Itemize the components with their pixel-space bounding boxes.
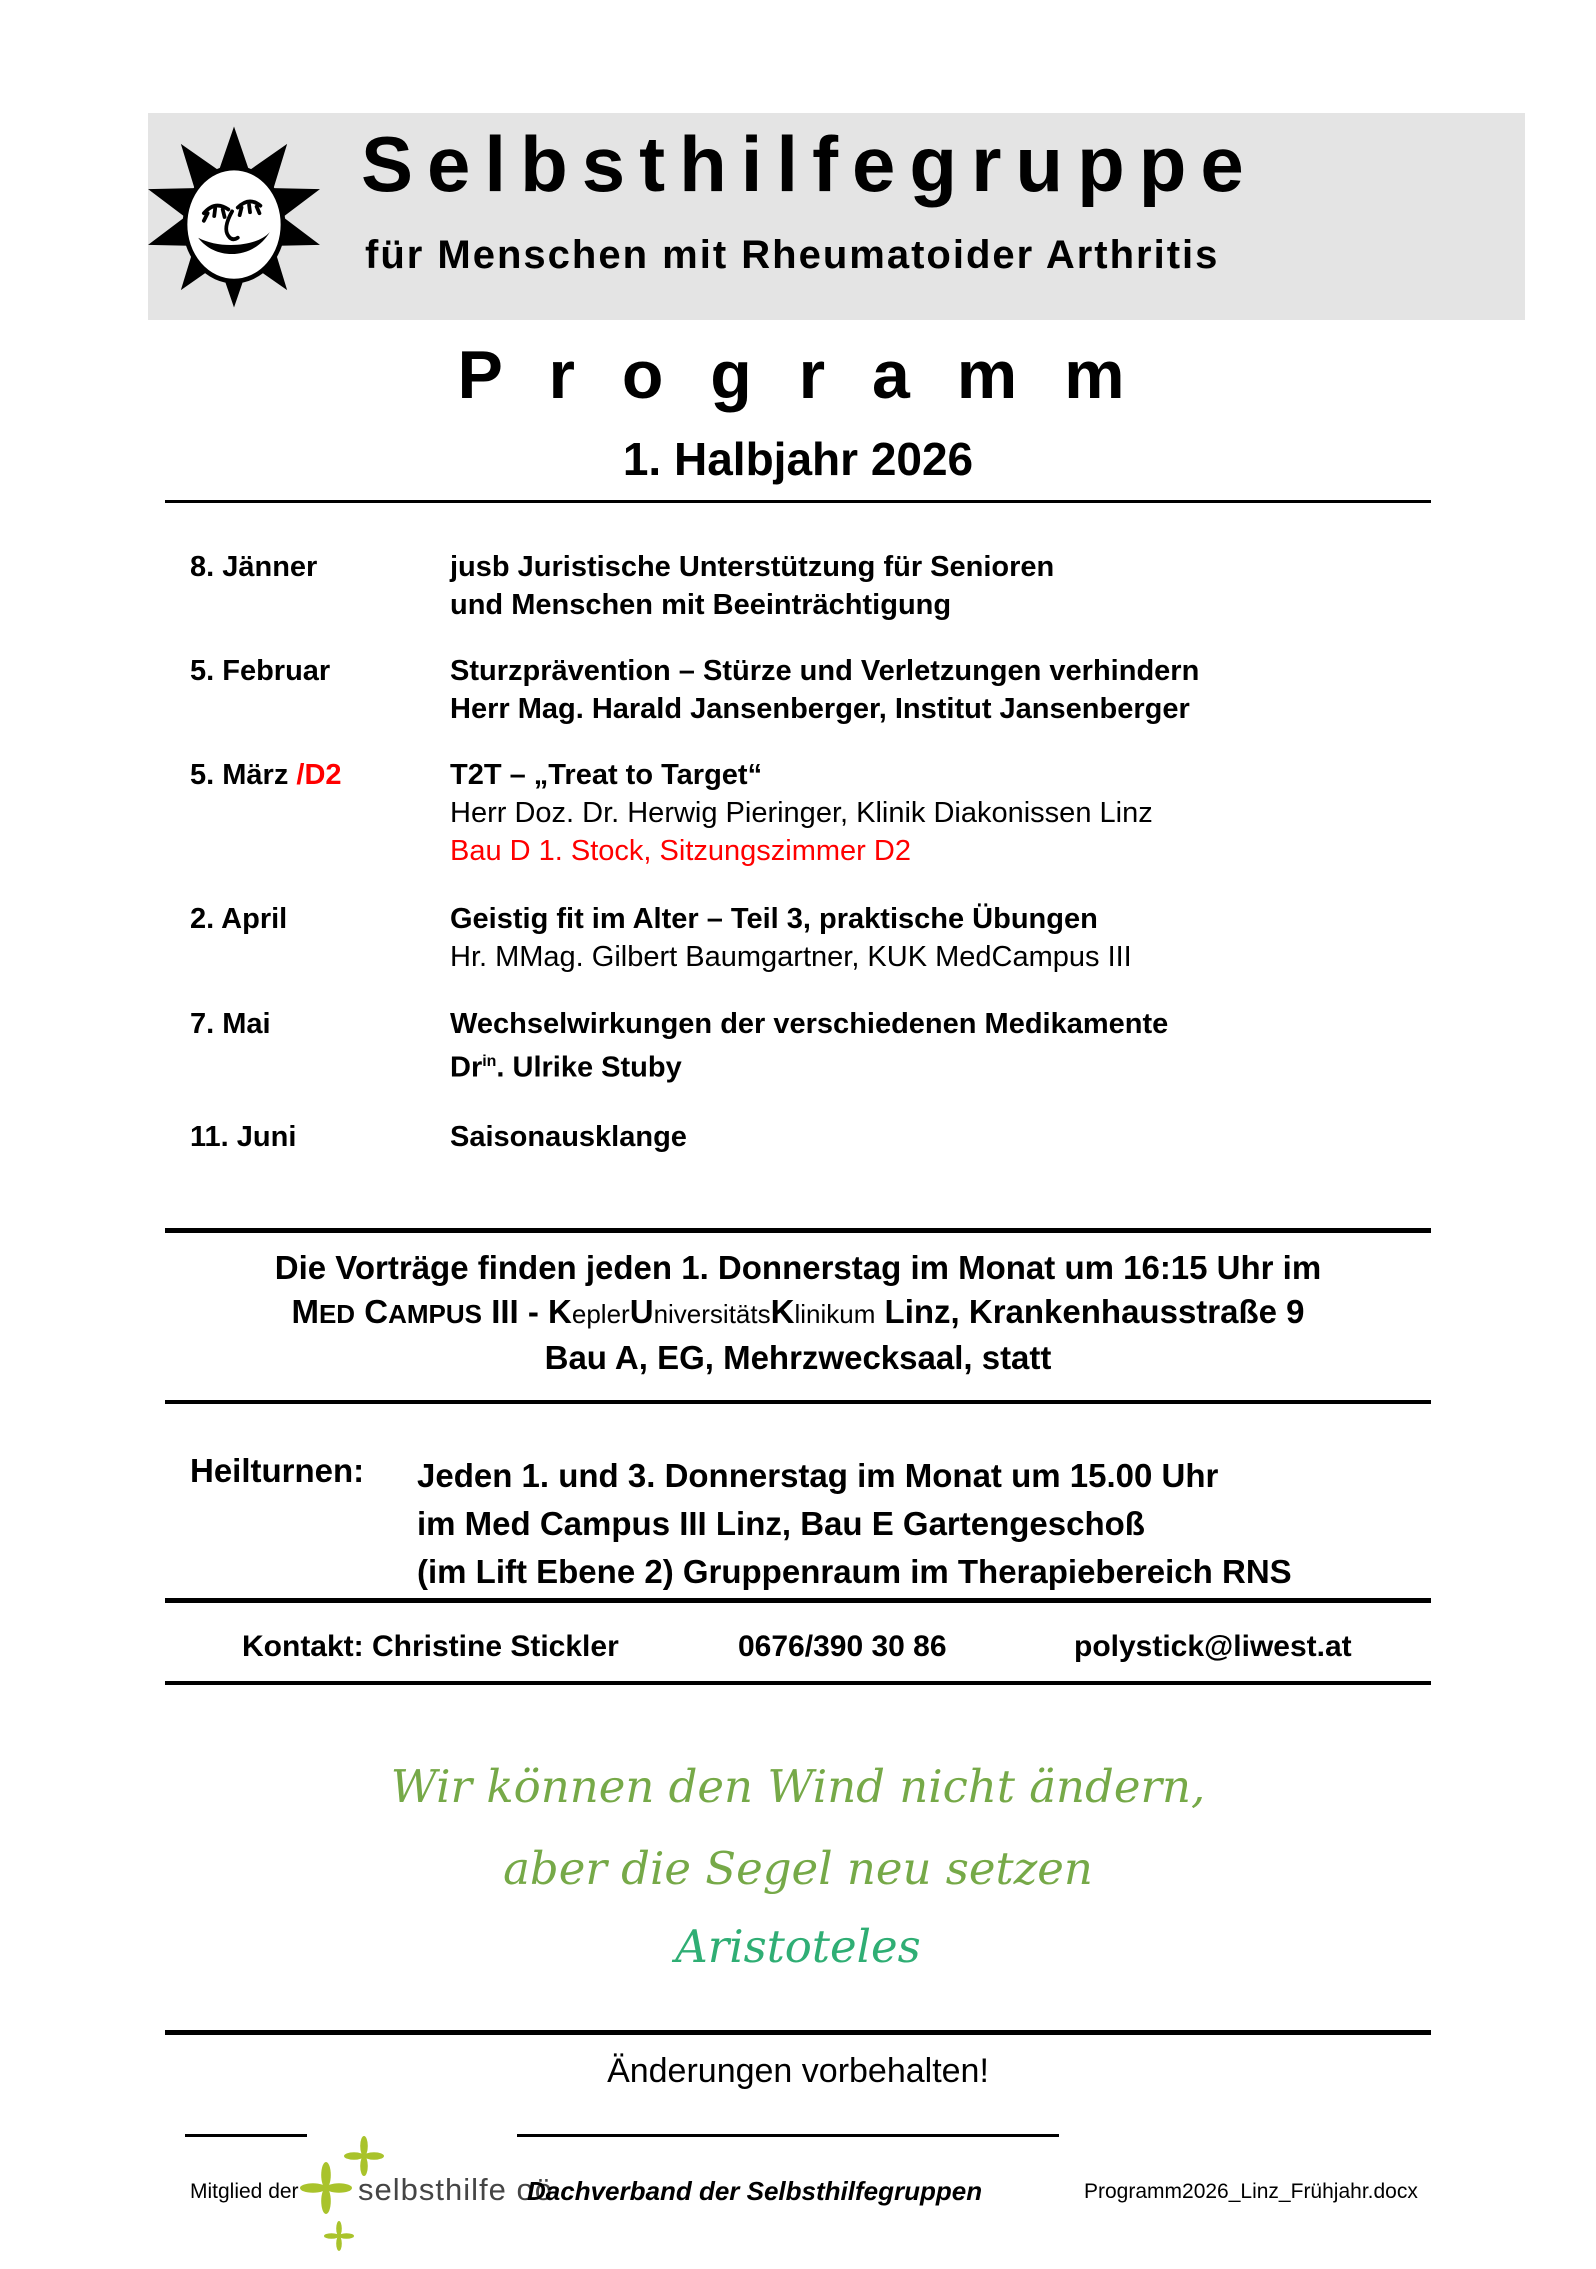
selbsthilfe-logo-text: selbsthilfe oö	[358, 2172, 553, 2207]
event-title-line2: und Menschen mit Beeinträchtigung	[450, 589, 952, 621]
schedule-row-februar	[190, 652, 1440, 728]
footer-divider-left	[185, 2134, 307, 2137]
schedule-row-maerz	[190, 756, 1440, 870]
schedule-row-jaenner	[190, 548, 1440, 624]
event-speaker: $Dr^{in}$. Ulrike Stuby	[450, 1051, 682, 1084]
event-speaker: Herr Mag. Harald Jansenberger, Institut Jansenberger	[450, 693, 1190, 725]
event-title: Geistig fit im Alter – Teil 3, praktische Übungen	[450, 903, 1098, 935]
divider	[165, 2030, 1431, 2035]
schedule-row-april	[190, 900, 1440, 976]
kontakt-email: polystick@liwest.at	[1074, 1630, 1352, 1663]
venue-location-line: MED CAMPUS III - KeplerUniversitätsKlinikum Linz, Krankenhausstraße 9	[291, 1293, 1305, 1330]
divider	[165, 1228, 1431, 1233]
event-date: 8. Jänner	[190, 551, 318, 583]
quote-line-2: aber die Segel neu setzen	[503, 1842, 1093, 1895]
event-date: 5. März /D2	[190, 759, 342, 791]
divider	[165, 1681, 1431, 1685]
divider	[165, 500, 1431, 503]
event-date: 11. Juni	[190, 1121, 297, 1153]
banner-subtitle: für Menschen mit Rheumatoider Arthritis	[365, 233, 1220, 277]
kontakt-phone: 0676/390 30 86	[738, 1630, 947, 1663]
venue-time-line: Die Vorträge finden jeden 1. Donnerstag im Monat um 16:15 Uhr im	[274, 1249, 1322, 1286]
event-title: Saisonausklange	[450, 1121, 687, 1153]
footer-member-label: Mitglied der	[190, 2180, 299, 2203]
program-term: 1. Halbjahr 2026	[622, 433, 974, 485]
heilturnen-room: (im Lift Ebene 2) Gruppenraum im Therapiebereich RNS	[417, 1553, 1292, 1590]
event-date: 7. Mai	[190, 1008, 271, 1040]
footer-divider-right	[517, 2134, 1059, 2137]
header-banner	[148, 113, 1525, 320]
event-date-suffix: /D2	[288, 759, 342, 791]
event-date: 2. April	[190, 903, 288, 935]
heilturnen-time: Jeden 1. und 3. Donnerstag im Monat um 15.00 Uhr	[417, 1457, 1219, 1494]
event-title: jusb Juristische Unterstützung für Senioren	[450, 551, 1055, 583]
footer-filename: Programm2026_Linz_Frühjahr.docx	[1084, 2180, 1418, 2203]
event-title: Sturzprävention – Stürze und Verletzungen verhindern	[450, 655, 1200, 687]
event-title: T2T – „Treat to Target“	[450, 759, 763, 791]
kontakt-name: Kontakt: Christine Stickler	[242, 1630, 619, 1663]
divider	[165, 1598, 1431, 1603]
notice: Änderungen vorbehalten!	[607, 2052, 989, 2090]
event-date: 5. Februar	[190, 655, 331, 687]
heilturnen-label: Heilturnen:	[190, 1452, 365, 1489]
event-title: Wechselwirkungen der verschiedenen Medikamente	[450, 1008, 1169, 1040]
heilturnen-info	[417, 1452, 1292, 1596]
schedule-row-mai	[190, 1005, 1440, 1087]
program-title: P r o g r a m m	[457, 337, 1139, 413]
venue-info	[165, 1246, 1431, 1380]
sun-logo-icon	[118, 119, 350, 315]
banner-title: Selbsthilfegruppe	[361, 120, 1258, 208]
divider	[165, 1400, 1431, 1404]
event-location: Bau D 1. Stock, Sitzungszimmer D2	[450, 835, 911, 867]
footer-org: Dachverband der Selbsthilfegruppen	[527, 2176, 983, 2206]
venue-room-line: Bau A, EG, Mehrzwecksaal, statt	[544, 1339, 1052, 1376]
quote-author: Aristoteles	[675, 1920, 921, 1973]
speaker-title-superscript: in	[482, 1053, 497, 1070]
heilturnen-location: im Med Campus III Linz, Bau E Gartengeschoß	[417, 1505, 1145, 1542]
schedule-row-juni	[190, 1118, 1440, 1156]
event-speaker: Herr Doz. Dr. Herwig Pieringer, Klinik Diakonissen Linz	[450, 797, 1153, 829]
quote-line-1: Wir können den Wind nicht ändern,	[390, 1760, 1206, 1813]
event-speaker: Hr. MMag. Gilbert Baumgartner, KUK MedCampus III	[450, 941, 1132, 973]
